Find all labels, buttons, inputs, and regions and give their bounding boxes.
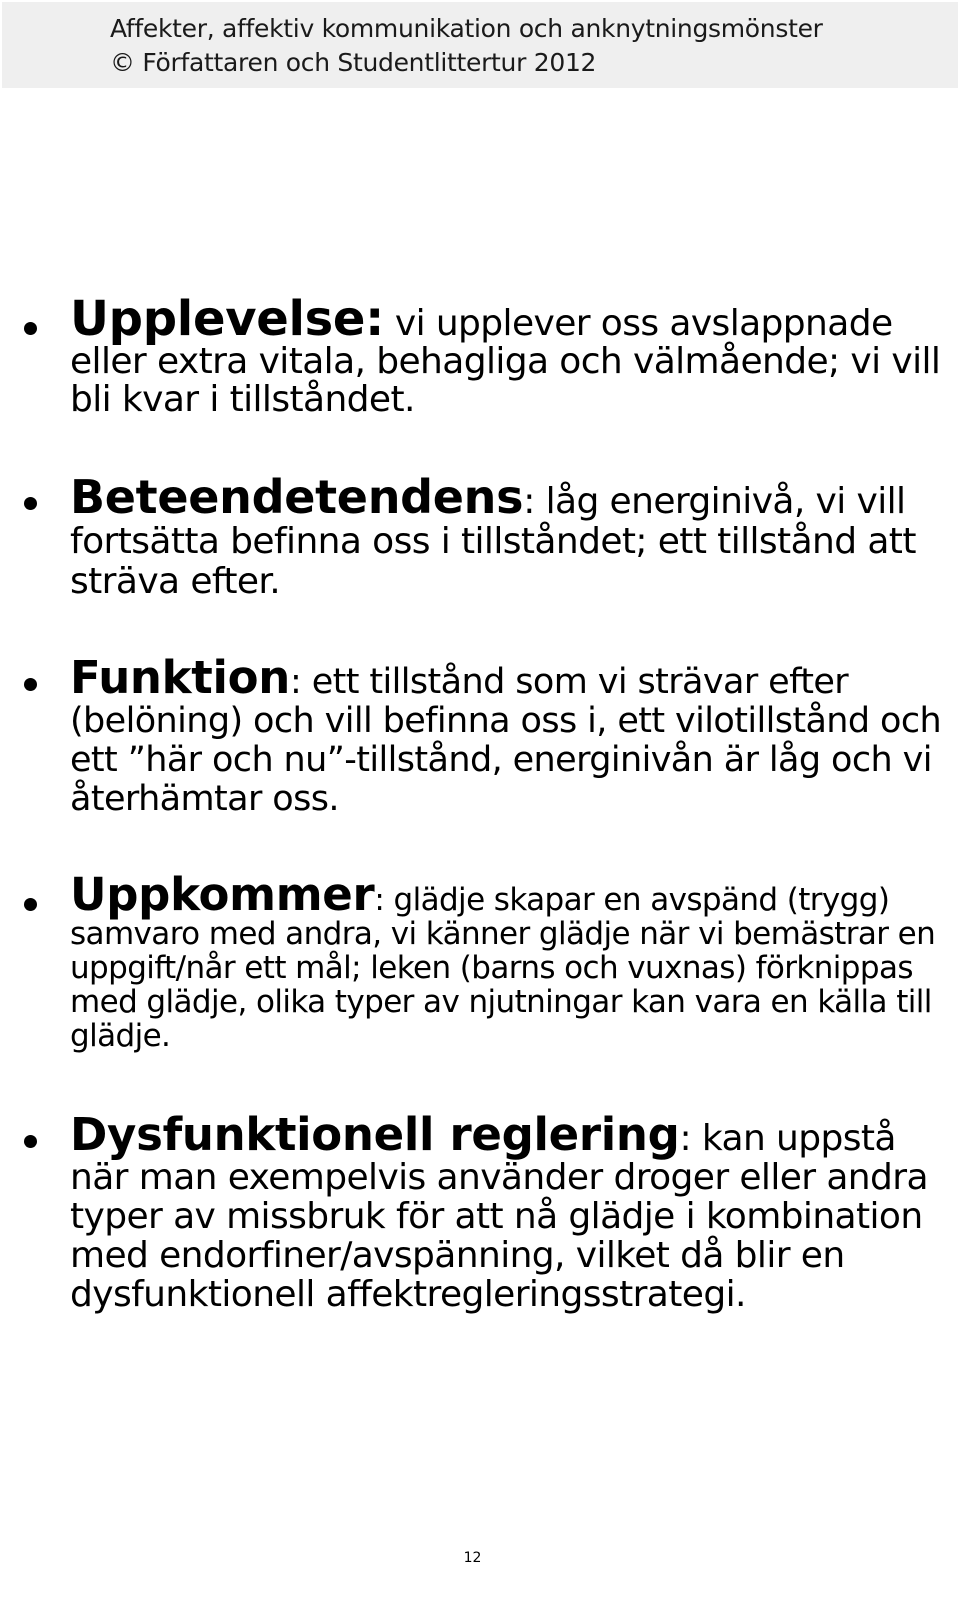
bullet-description: : glädje skapar en avspänd (trygg) samvaro med andra, vi känner glädje när vi bemästrar en uppgift/når ett mål; leken (barns och vuxnas) förknippas med glädje, olika typer av njutningar kan vara en källa till glädje. — [70, 882, 936, 1054]
bullet-icon — [24, 322, 37, 335]
header-copyright: © Författaren och Studentlittertur 2012 — [110, 48, 597, 77]
page-number: 12 — [463, 1550, 482, 1566]
bullet-item-upplevelse — [70, 291, 950, 420]
bullet-icon — [24, 678, 37, 691]
bullet-icon — [24, 898, 37, 911]
bullet-term: Funktion — [70, 651, 290, 704]
bullet-item-funktion — [70, 651, 950, 819]
header-title: Affekter, affektiv kommunikation och anknytningsmönster — [110, 14, 823, 43]
bullet-description: vi upplever oss avslappnade eller extra vitala, behagliga och välmående; vi vill bli kvar i tillståndet. — [70, 303, 941, 420]
bullet-term: Upplevelse: — [70, 291, 385, 347]
bullet-item-dysfunktionell-reglering — [70, 1108, 950, 1315]
bullet-description: : kan uppstå när man exempelvis använder droger eller andra typer av missbruk för att nå glädje i kombination med endorfiner/avspänning, vilket då blir en dysfunktionell affektregleringsstrategi. — [70, 1118, 928, 1315]
bullet-description: : ett tillstånd som vi strävar efter (belöning) och vill befinna oss i, ett vilotillstånd och ett ”här och nu”-tillstånd, energinivån är låg och vi återhämtar oss. — [70, 662, 942, 819]
bullet-item-uppkommer — [70, 868, 950, 1054]
page-header — [2, 2, 958, 88]
bullet-icon — [24, 497, 37, 510]
bullet-description: : låg energinivå, vi vill fortsätta befinna oss i tillståndet; ett tillstånd att sträva efter. — [70, 481, 916, 602]
bullet-icon — [24, 1135, 37, 1148]
bullet-term: Dysfunktionell reglering — [70, 1108, 680, 1161]
bullet-term: Uppkommer — [70, 868, 375, 921]
bullet-term: Beteendetendens — [70, 470, 524, 524]
bullet-item-beteendetendens — [70, 470, 950, 602]
